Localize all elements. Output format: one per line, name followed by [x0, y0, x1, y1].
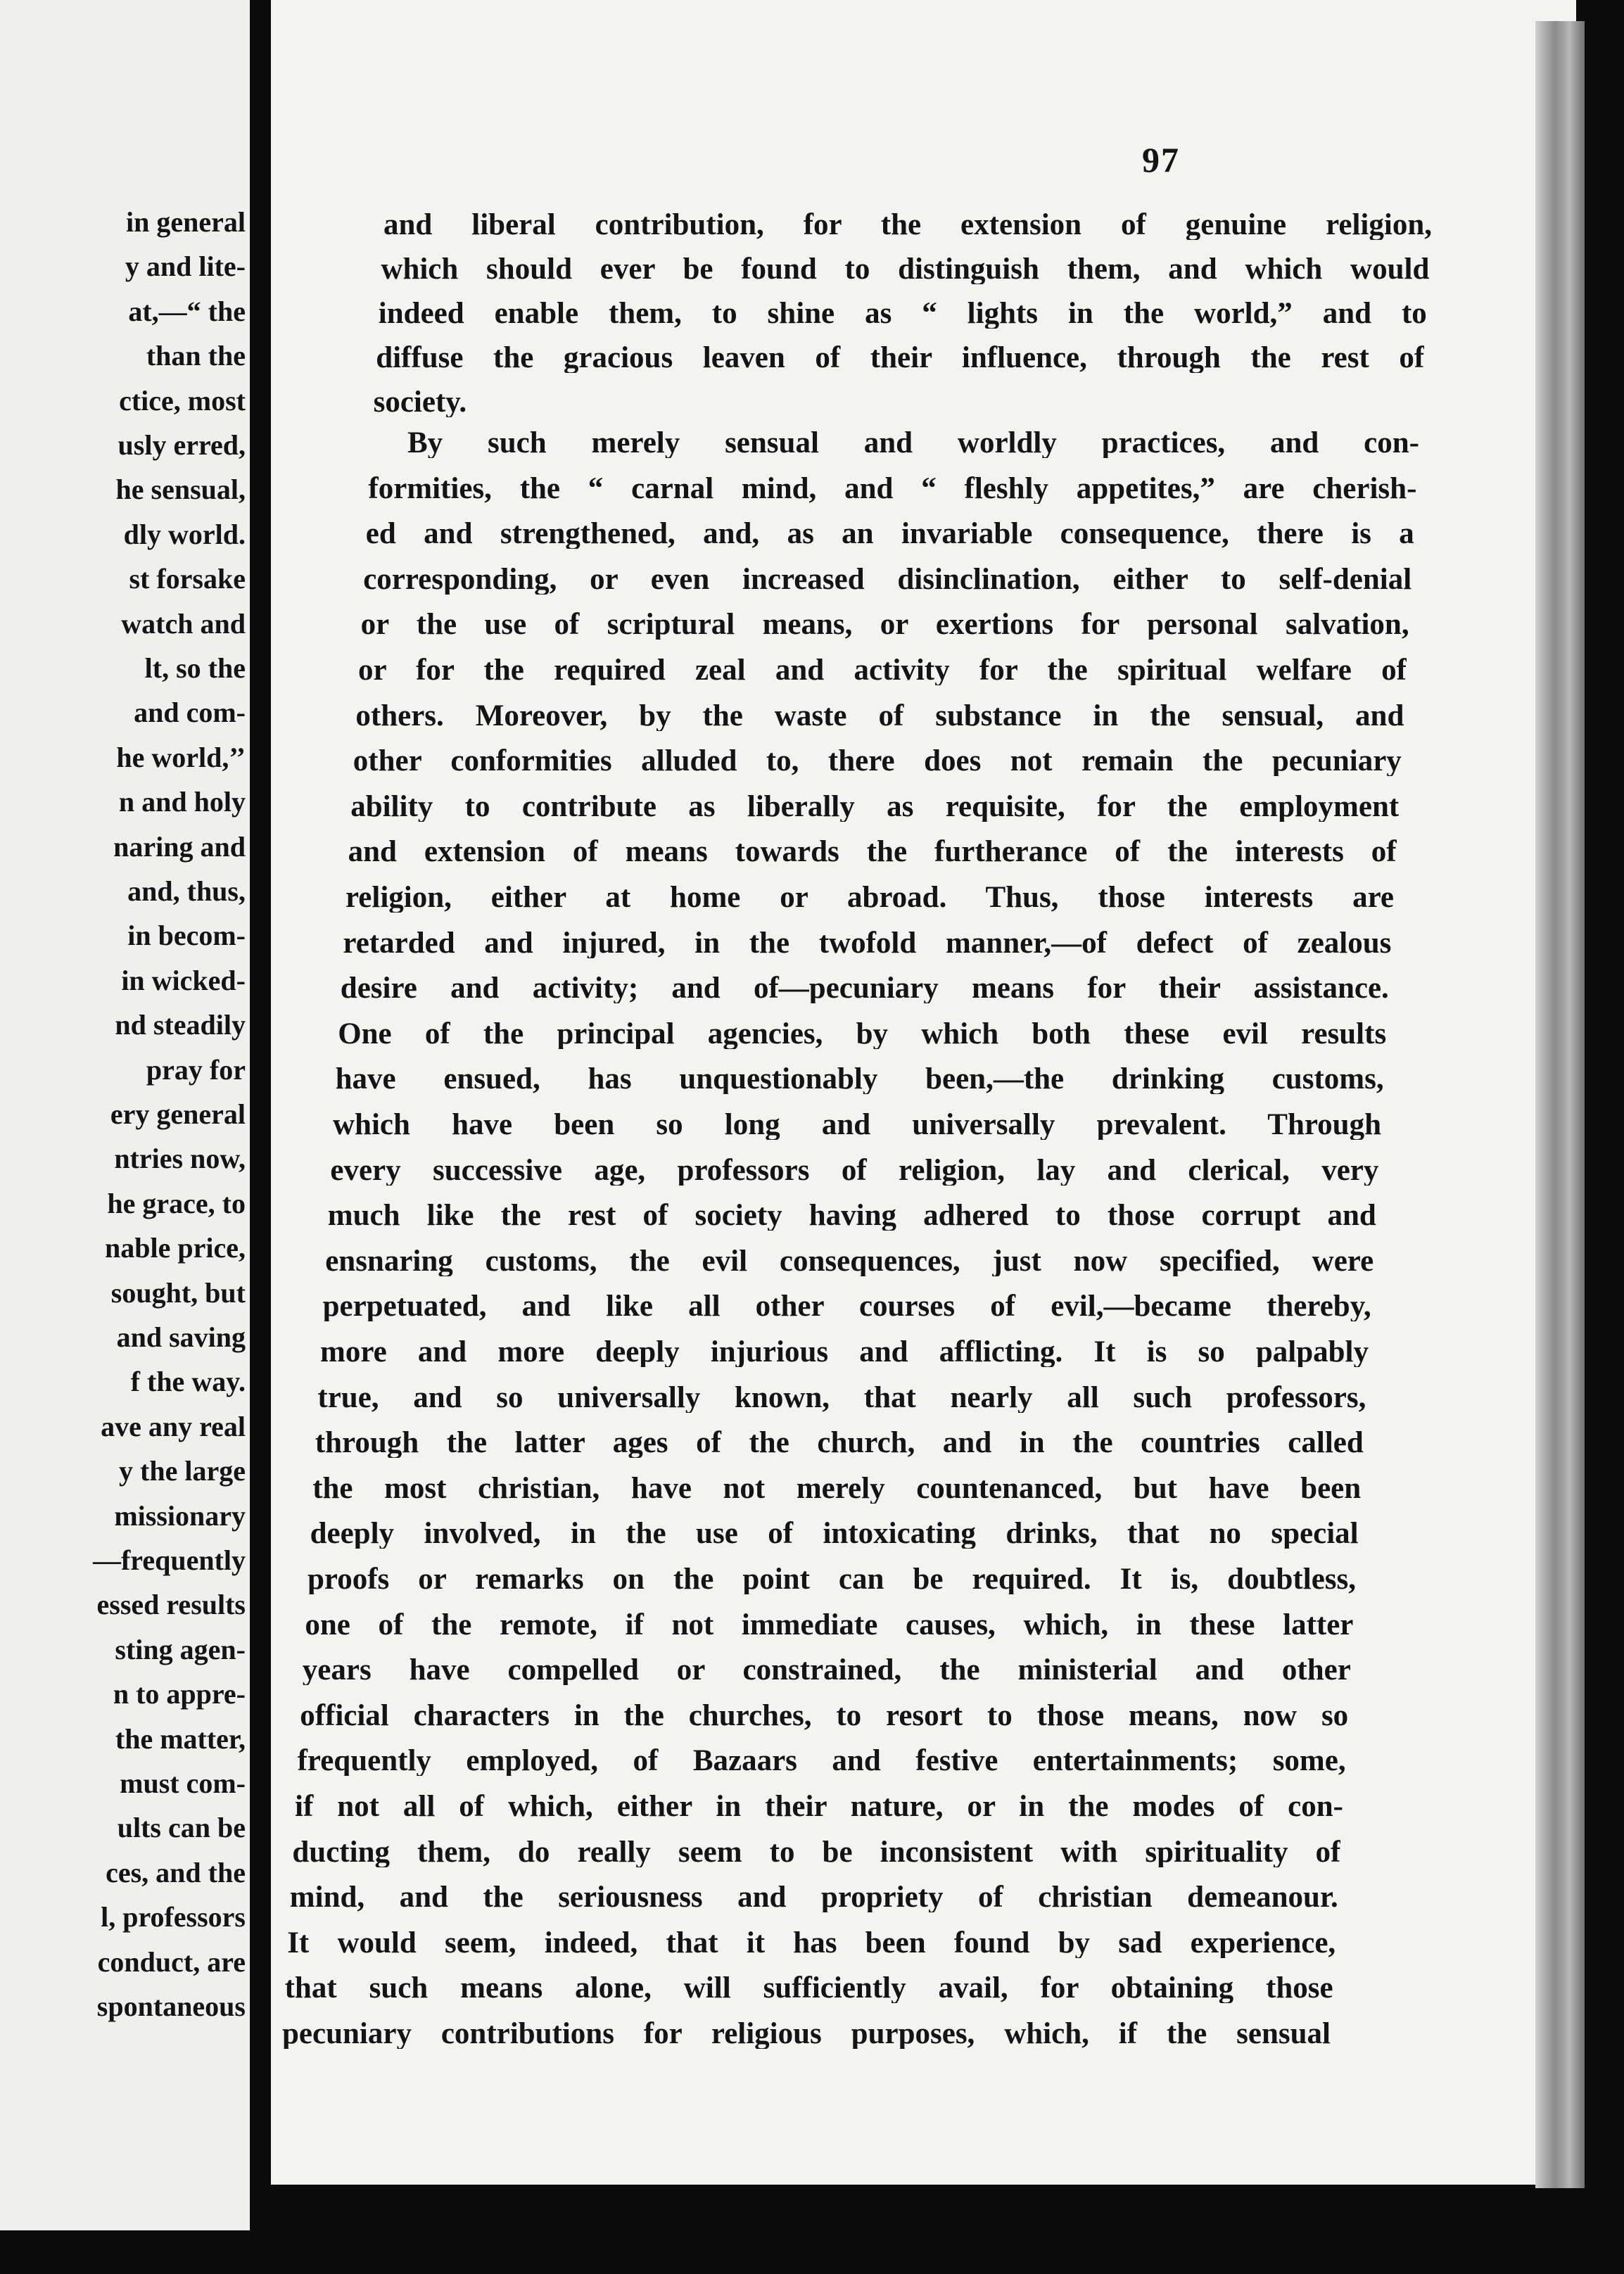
body-text-line: more and more deeply injurious and afflicting. It is so palpably: [320, 1337, 1369, 1367]
left-page-line: in becom-: [127, 920, 246, 952]
body-text-line: proofs or remarks on the point can be required. It is, doubtless,: [307, 1564, 1356, 1594]
body-text-line: true, and so universally known, that nearly all such professors,: [317, 1382, 1366, 1413]
left-page-line: and saving: [116, 1321, 246, 1353]
book-gutter: [250, 0, 271, 2274]
body-text-line: pecuniary contributions for religious purposes, which, if the sensual: [282, 2019, 1331, 2049]
body-text-line: which should ever be found to distinguish them, and which would: [381, 254, 1430, 284]
body-text-line: frequently employed, of Bazaars and festive entertainments; some,: [297, 1746, 1346, 1777]
left-page-line: spontaneous: [96, 1990, 246, 2022]
body-text-line: ed and strengthened, and, as an invariable consequence, there is a: [365, 519, 1414, 550]
left-page-line: n to appre-: [113, 1678, 246, 1710]
page-edge: [1535, 21, 1585, 2188]
left-page-line: pray for: [146, 1053, 246, 1086]
left-page-line: usly erred,: [118, 429, 246, 461]
body-text-line: if not all of which, either in their nature, or in the modes of con-: [295, 1791, 1343, 1822]
body-text-line: corresponding, or even increased disinclination, either to self-denial: [363, 564, 1412, 595]
body-text-line: ability to contribute as liberally as requisite, for the employment: [350, 791, 1400, 822]
left-page-line: and, thus,: [127, 875, 246, 907]
left-page-line: y and lite-: [125, 250, 246, 283]
left-page-line: ults can be: [117, 1812, 246, 1844]
body-text-line: desire and activity; and of—pecuniary means for their assistance.: [340, 973, 1389, 1004]
right-page: [271, 0, 1576, 2185]
left-page-line: he sensual,: [115, 474, 246, 506]
body-text-line: and liberal contribution, for the extension of genuine religion,: [383, 210, 1432, 240]
body-text-line: formities, the “ carnal mind, and “ fleshly appetites,” are cherish-: [368, 473, 1417, 504]
left-page-line: ces, and the: [106, 1856, 246, 1888]
body-text-line: one of the remote, if not immediate causes, which, in these latter: [305, 1609, 1354, 1640]
body-text-line: One of the principal agencies, by which both these evil results: [338, 1018, 1387, 1049]
left-page-line: —frequently: [92, 1544, 246, 1576]
body-text-line: indeed enable them, to shine as “ lights in the world,” and to: [378, 298, 1427, 329]
left-page-line: and com-: [134, 697, 246, 729]
left-page-line: in wicked-: [121, 964, 246, 996]
body-text-line: perpetuated, and like all other courses of evil,—became thereby,: [322, 1291, 1371, 1322]
body-text-line: which have been so long and universally prevalent. Through: [333, 1110, 1381, 1140]
body-text-line: other conformities alluded to, there does not remain the pecuniary: [353, 746, 1402, 777]
left-page-line: essed results: [96, 1589, 246, 1621]
body-text-line: every successive age, professors of religion, lay and clerical, very: [330, 1155, 1379, 1186]
left-page-line: ery general: [110, 1098, 246, 1130]
body-text-line: that such means alone, will sufficiently avail, for obtaining those: [284, 1973, 1333, 2004]
left-page-line: st forsake: [129, 563, 246, 595]
body-text-line: ducting them, do really seem to be inconsistent with spirituality of: [292, 1836, 1341, 1867]
body-text-line: It would seem, indeed, that it has been found by sad experience,: [287, 1927, 1336, 1958]
body-text-line: and extension of means towards the furtherance of the interests of: [348, 837, 1397, 868]
left-page-line: he world,’’: [116, 741, 246, 773]
left-page-line: nd steadily: [115, 1009, 246, 1041]
body-text-line: society.: [373, 387, 467, 417]
left-page-line: at,—“ the: [128, 295, 246, 327]
body-text-line: ensnaring customs, the evil consequences, just now specified, were: [325, 1245, 1374, 1276]
body-text-line: or the use of scriptural means, or exertions for personal salvation,: [360, 609, 1409, 640]
left-page-line: sting agen-: [115, 1633, 246, 1665]
page-number: 97: [1142, 140, 1180, 179]
left-page-line: l, professors: [101, 1901, 246, 1933]
left-page-line: f the way.: [130, 1366, 246, 1398]
left-page: [0, 0, 250, 2230]
left-page-line: than the: [146, 340, 246, 372]
left-page-line: missionary: [114, 1499, 246, 1532]
left-page-line: y the large: [119, 1455, 246, 1487]
left-page-line: nable price,: [105, 1232, 246, 1264]
body-text-line: years have compelled or constrained, the ministerial and other: [302, 1655, 1351, 1686]
left-page-line: ctice, most: [119, 384, 246, 417]
body-text-line: have ensued, has unquestionably been,—the drinking customs,: [335, 1064, 1384, 1095]
left-page-line: ave any real: [101, 1410, 246, 1442]
body-text-line: through the latter ages of the church, and in the countries called: [315, 1428, 1364, 1459]
body-text-line: official characters in the churches, to resort to those means, now so: [300, 1700, 1349, 1731]
left-page-line: watch and: [121, 607, 246, 640]
body-text-line: religion, either at home or abroad. Thus, those interests are: [345, 882, 1394, 913]
left-page-line: dly world.: [123, 518, 246, 550]
body-text-line: mind, and the seriousness and propriety of christian demeanour.: [289, 1882, 1338, 1913]
left-page-line: he grace, to: [107, 1187, 246, 1219]
left-page-line: must com-: [120, 1767, 246, 1799]
body-text-line: others. Moreover, by the waste of substance in the sensual, and: [355, 700, 1404, 731]
left-page-line: sought, but: [110, 1276, 246, 1309]
left-page-line: lt, so the: [144, 652, 246, 684]
body-text-line: retarded and injured, in the twofold manner,—of defect of zealous: [343, 927, 1392, 958]
body-text-line: By such merely sensual and worldly practices, and con-: [407, 428, 1419, 458]
body-text-line: diffuse the gracious leaven of their influence, through the rest of: [376, 343, 1425, 373]
left-page-line: n and holy: [118, 786, 246, 818]
left-page-line: the matter,: [115, 1722, 246, 1755]
left-page-line: conduct, are: [97, 1945, 246, 1978]
left-page-line: naring and: [113, 830, 246, 863]
body-text-line: much like the rest of society having adhered to those corrupt and: [327, 1200, 1376, 1231]
left-page-line: ntries now,: [114, 1143, 246, 1175]
body-text-line: deeply involved, in the use of intoxicating drinks, that no special: [310, 1518, 1359, 1549]
body-text-line: or for the required zeal and activity for the spiritual welfare of: [358, 655, 1407, 685]
left-page-line: in general: [126, 206, 246, 238]
body-text-line: the most christian, have not merely countenanced, but have been: [312, 1473, 1362, 1504]
